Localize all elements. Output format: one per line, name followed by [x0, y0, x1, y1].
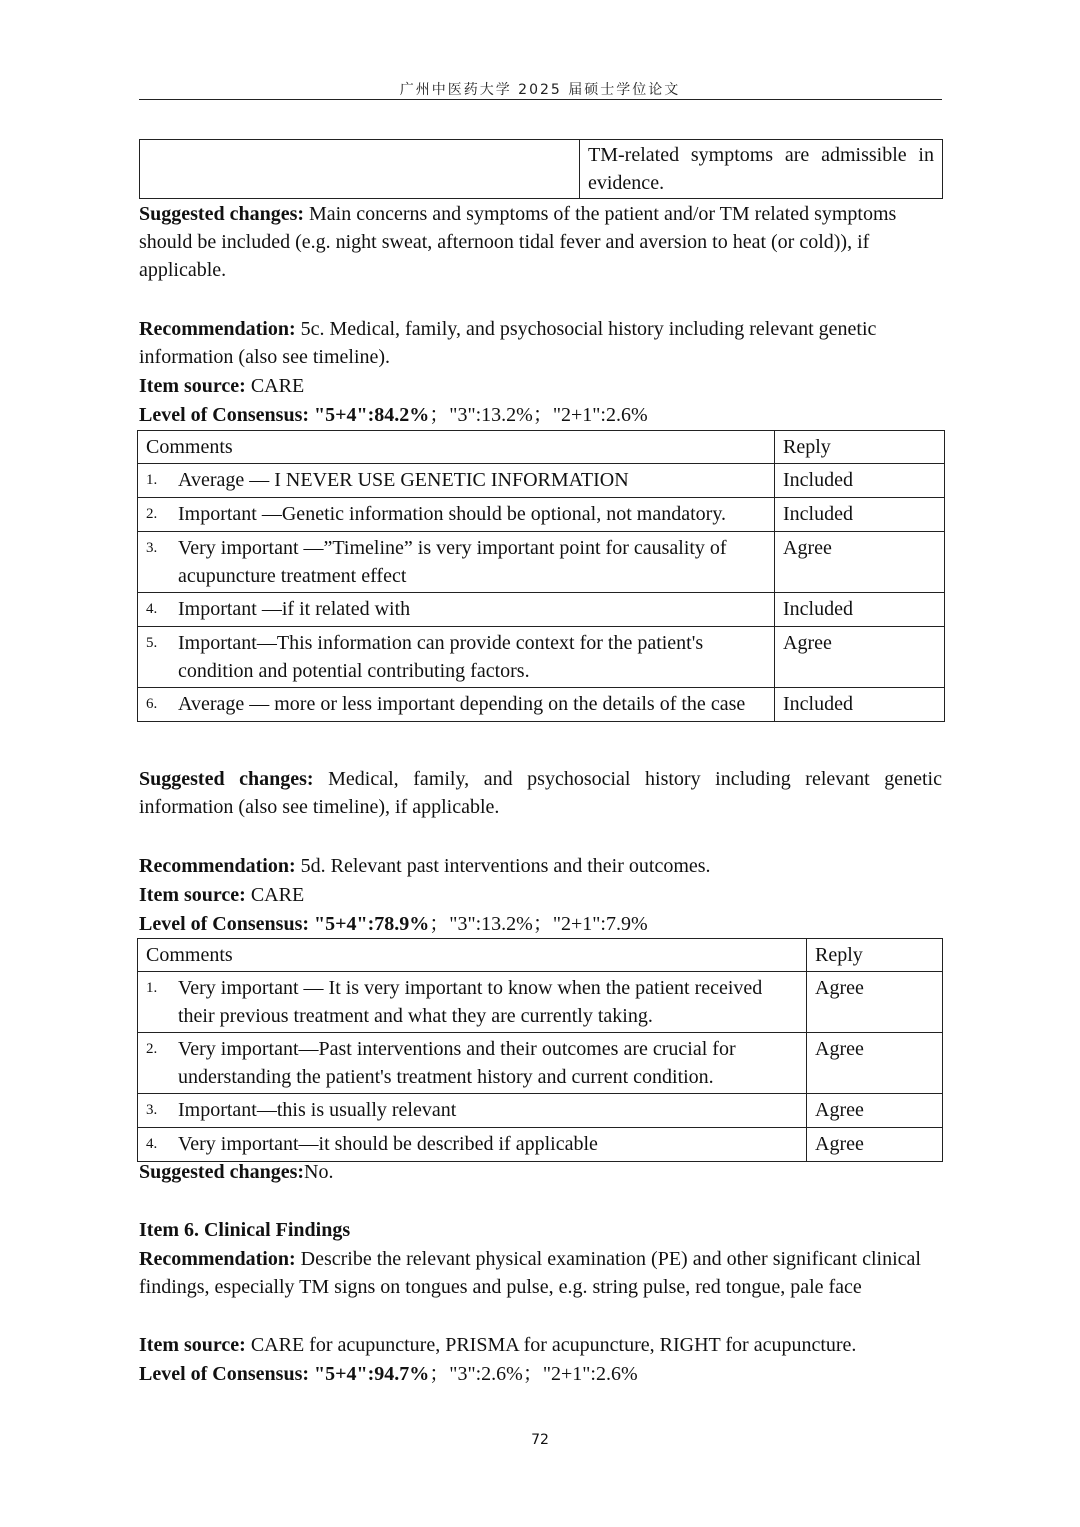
table-cell: TM-related symptoms are admissible in evidence.	[580, 140, 943, 199]
item-source-6	[139, 1331, 942, 1359]
reply-cell: Agree	[807, 972, 943, 1033]
label: Level of Consensus: "5+4":94.7%	[139, 1363, 430, 1385]
table-row	[138, 1033, 943, 1094]
text: 5c. Medical, family, and psychosocial history including relevant genetic information (also see timeline).	[139, 318, 877, 368]
comment-cell	[138, 1094, 807, 1128]
reply-cell: Agree	[807, 1128, 943, 1162]
item-number: 1.	[146, 980, 158, 996]
label: Recommendation:	[139, 855, 296, 877]
comment-cell	[138, 532, 775, 593]
comment-cell	[138, 498, 775, 532]
item-source-5d	[139, 881, 942, 909]
recommendation-5c	[139, 315, 899, 371]
text: CARE for acupuncture, PRISMA for acupuncture, RIGHT for acupuncture.	[245, 1334, 857, 1356]
suggested-changes	[139, 200, 929, 284]
heading-text: Item 6. Clinical Findings	[139, 1219, 351, 1241]
comment-text: Important—This information can provide context for the patient's condition and potential contributing factors.	[178, 632, 704, 682]
item-number: 4.	[146, 1136, 158, 1152]
item-number: 5.	[146, 635, 158, 651]
running-header: 广州中医药大学 2025 届硕士学位论文	[399, 82, 681, 98]
header-comments: Comments	[138, 431, 775, 464]
label: Recommendation:	[139, 1248, 296, 1270]
comment-cell	[138, 972, 807, 1033]
table-row	[138, 972, 943, 1033]
continued-table	[139, 139, 943, 199]
comments-table-5c	[137, 430, 945, 722]
item-number: 6.	[146, 696, 158, 712]
comment-cell	[138, 627, 775, 688]
recommendation-5d	[139, 852, 942, 880]
header-rule	[139, 99, 942, 100]
comment-cell	[138, 688, 775, 722]
label: Item source:	[139, 884, 246, 906]
comment-text: Very important —”Timeline” is very important point for causality of acupuncture treatment effect	[178, 537, 727, 587]
comments-table-5d	[137, 938, 943, 1162]
table-row	[138, 688, 945, 722]
reply-cell: Agree	[807, 1033, 943, 1094]
comment-text: Very important—it should be described if applicable	[178, 1133, 598, 1155]
text: Main concerns and symptoms of the patient and/or TM related symptoms should be included (e.g. night sweat, afternoon tidal fever and aversion to heat (or cold)), if applicable.	[139, 203, 897, 281]
item-number: 2.	[146, 506, 158, 522]
text: Medical, family, and psychosocial history including relevant genetic information (also see timeline), if applicable.	[139, 768, 942, 818]
table-row	[138, 464, 945, 498]
reply-cell: Included	[775, 464, 945, 498]
table-row	[138, 1128, 943, 1162]
label: Level of Consensus: "5+4":84.2%	[139, 404, 430, 426]
item-number: 1.	[146, 472, 158, 488]
reply-cell: Agree	[775, 532, 945, 593]
reply-cell: Agree	[775, 627, 945, 688]
item-number: 4.	[146, 601, 158, 617]
consensus-5c	[139, 401, 942, 429]
comment-text: Important—this is usually relevant	[178, 1099, 457, 1121]
label: Recommendation:	[139, 318, 296, 340]
label: Item source:	[139, 1334, 246, 1356]
text: ；"3":2.6%；"2+1":2.6%	[429, 1363, 638, 1385]
text: ；"3":13.2%；"2+1":2.6%	[429, 404, 648, 426]
comment-text: Important —if it related with	[178, 598, 411, 620]
label: Suggested changes:	[139, 768, 314, 790]
text: 5d. Relevant past interventions and their outcomes.	[295, 855, 711, 877]
reply-cell: Included	[775, 688, 945, 722]
table-row	[138, 498, 945, 532]
text: Describe the relevant physical examination (PE) and other significant clinical findings, especially TM signs on tongues and pulse, e.g. string pulse, red tongue, pale face	[139, 1248, 921, 1298]
page-number: 72	[531, 1432, 549, 1448]
suggested-changes-5c	[139, 765, 942, 821]
suggested-changes-5d	[139, 1158, 942, 1186]
reply-cell: Included	[775, 498, 945, 532]
header-reply: Reply	[807, 939, 943, 972]
reply-cell: Agree	[807, 1094, 943, 1128]
reply-cell: Included	[775, 593, 945, 627]
comment-text: Average — I NEVER USE GENETIC INFORMATION	[178, 469, 629, 491]
recommendation-6	[139, 1245, 929, 1301]
label: Suggested changes:	[139, 1161, 305, 1183]
label: Level of Consensus: "5+4":78.9%	[139, 913, 430, 935]
item-number: 2.	[146, 1041, 158, 1057]
comment-text: Very important — It is very important to know when the patient received their previous treatment and what they are currently taking.	[178, 977, 763, 1027]
comment-cell	[138, 464, 775, 498]
table-row	[138, 593, 945, 627]
text: CARE	[245, 375, 305, 397]
item-6-heading	[139, 1216, 942, 1244]
text: CARE	[245, 884, 305, 906]
comment-text: Important —Genetic information should be optional, not mandatory.	[178, 503, 727, 525]
consensus-6	[139, 1360, 942, 1388]
label: Suggested changes:	[139, 203, 305, 225]
label: Item source:	[139, 375, 246, 397]
comment-cell	[138, 1128, 807, 1162]
item-number: 3.	[146, 540, 158, 556]
item-source-5c	[139, 372, 942, 400]
consensus-5d	[139, 910, 942, 938]
table-row	[138, 627, 945, 688]
comment-text: Average — more or less important depending on the details of the case	[178, 693, 746, 715]
header-comments: Comments	[138, 939, 807, 972]
table-row	[138, 1094, 943, 1128]
comment-cell	[138, 1033, 807, 1094]
text: No.	[304, 1161, 334, 1183]
comment-text: Very important—Past interventions and their outcomes are crucial for understanding the patient's treatment history and current condition.	[178, 1038, 736, 1088]
table-row	[138, 532, 945, 593]
item-number: 3.	[146, 1102, 158, 1118]
text: ；"3":13.2%；"2+1":7.9%	[429, 913, 648, 935]
comment-cell	[138, 593, 775, 627]
header-reply: Reply	[775, 431, 945, 464]
